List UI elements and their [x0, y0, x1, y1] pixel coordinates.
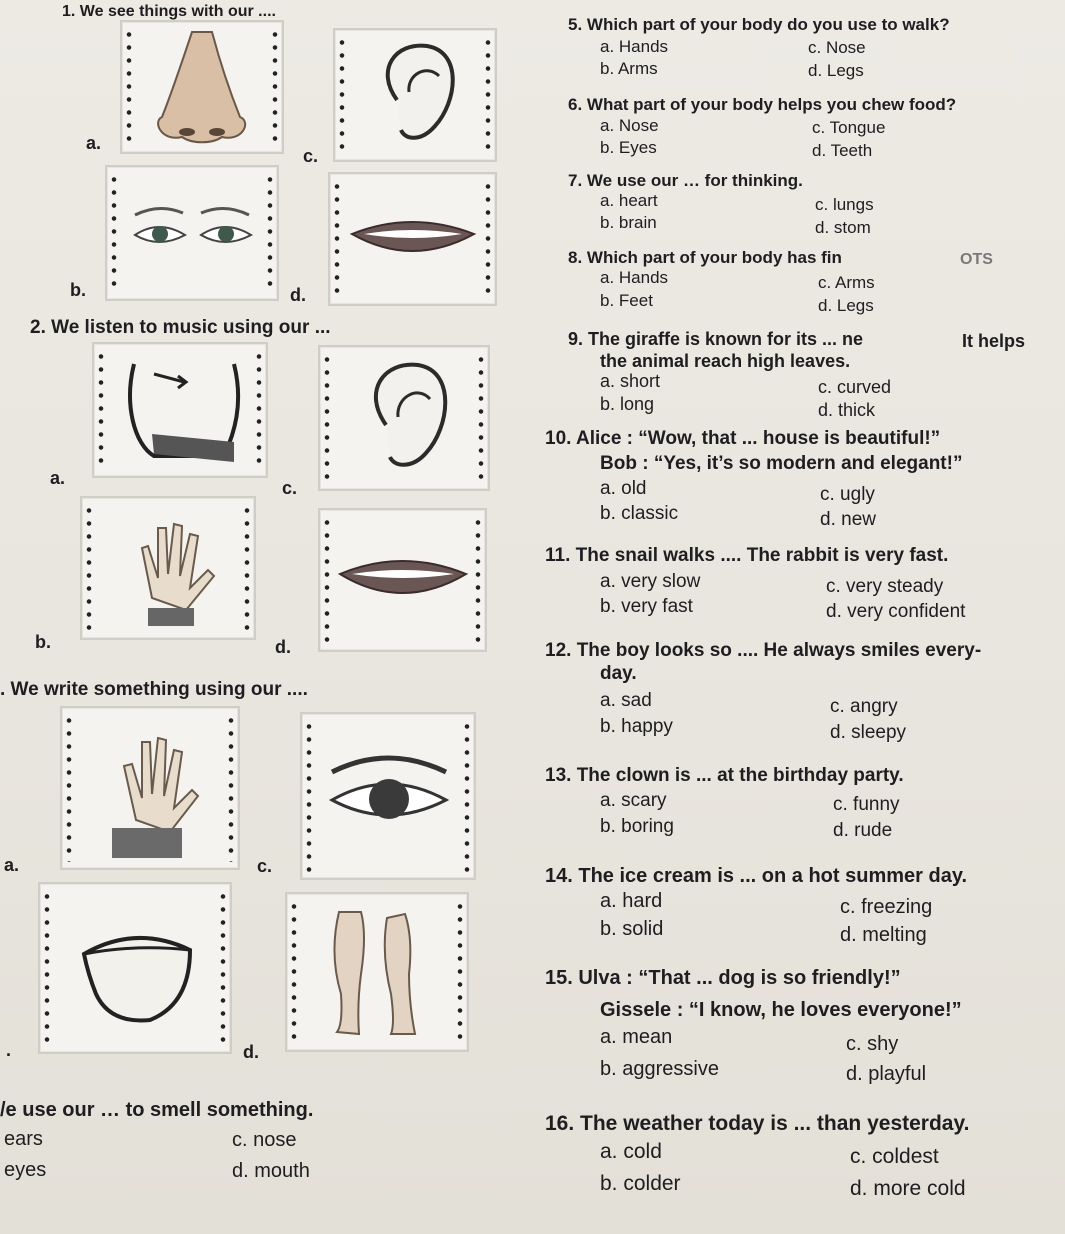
head-icon	[94, 344, 266, 476]
tongue-icon	[40, 884, 230, 1052]
q11-option-b[interactable]: b. very fast	[600, 596, 693, 617]
q14-option-d[interactable]: d. melting	[840, 924, 927, 946]
q8-option-a[interactable]: a. Hands	[600, 268, 669, 287]
question-9-text-line2: the animal reach high leaves.	[600, 351, 851, 371]
question-2-text: 2. We listen to music using our ...	[30, 317, 331, 338]
question-13-text: 13. The clown is ... at the birthday party.	[545, 765, 904, 786]
q10-option-c[interactable]: c. ugly	[820, 484, 875, 505]
question-5-text: 5. Which part of your body do you use to walk?	[568, 15, 950, 34]
q9-option-a[interactable]: a. short	[600, 371, 661, 391]
question-1-text: 1. We see things with our ....	[62, 3, 276, 20]
question-9-fragment: It helps	[962, 331, 1026, 351]
q13-option-c[interactable]: c. funny	[833, 794, 900, 815]
q7-option-c[interactable]: c. lungs	[815, 195, 874, 214]
q5-option-c[interactable]: c. Nose	[808, 38, 866, 57]
q5-option-a[interactable]: a. Hands	[600, 37, 669, 56]
q8-option-d[interactable]: d. Legs	[818, 296, 874, 315]
picture-card-head	[92, 342, 268, 478]
picture-card-nose	[120, 20, 284, 154]
q15-option-d[interactable]: d. playful	[846, 1063, 927, 1085]
question-9-text: 9. The giraffe is known for its ... ne	[568, 329, 864, 349]
eyes-icon	[107, 167, 277, 299]
question-10-text: 10. Alice : “Wow, that ... house is beautiful!”	[545, 428, 941, 449]
q11-option-d[interactable]: d. very confident	[826, 601, 966, 622]
ear-icon	[320, 347, 488, 489]
q16-option-b[interactable]: b. colder	[600, 1172, 681, 1195]
picture-card-tongue	[38, 882, 232, 1054]
option-label-2d: d.	[275, 637, 291, 657]
q8-option-c[interactable]: c. Arms	[818, 273, 875, 292]
picture-card-legs	[285, 892, 469, 1052]
eye-icon	[302, 714, 474, 878]
picture-card-eyes	[105, 165, 279, 301]
picture-card-hand	[80, 496, 256, 640]
picture-card-ear-2	[318, 345, 490, 491]
hand-icon	[62, 708, 238, 868]
q16-option-c[interactable]: c. coldest	[850, 1145, 939, 1168]
q15-option-c[interactable]: c. shy	[846, 1033, 899, 1055]
q13-option-a[interactable]: a. scary	[600, 790, 667, 811]
option-label-2a: a.	[50, 468, 66, 488]
option-label-3c: c.	[257, 856, 273, 876]
mouth-icon	[320, 510, 485, 650]
q13-option-d[interactable]: d. rude	[833, 820, 893, 841]
q13-option-b[interactable]: b. boring	[600, 816, 674, 837]
q12-option-a[interactable]: a. sad	[600, 690, 652, 711]
q12-option-b[interactable]: b. happy	[600, 716, 673, 737]
question-11-text: 11. The snail walks .... The rabbit is very fast.	[545, 545, 949, 566]
q7-option-a[interactable]: a. heart	[600, 191, 658, 210]
ear-icon	[335, 30, 495, 160]
picture-card-mouth-2	[318, 508, 487, 652]
question-12-text: 12. The boy looks so .... He always smiles every-	[545, 640, 982, 661]
picture-card-mouth	[328, 172, 497, 306]
question-16-text: 16. The weather today is ... than yesterday.	[545, 1112, 970, 1135]
q6-option-c[interactable]: c. Tongue	[812, 118, 886, 137]
question-14-text: 14. The ice cream is ... on a hot summer day.	[545, 865, 968, 887]
q15-option-b[interactable]: b. aggressive	[600, 1058, 719, 1080]
nose-icon	[122, 22, 282, 152]
q10-option-a[interactable]: a. old	[600, 478, 647, 499]
q7-option-b[interactable]: b. brain	[600, 213, 657, 232]
picture-card-ear	[333, 28, 497, 162]
q16-option-a[interactable]: a. cold	[600, 1140, 662, 1163]
q4-option-d[interactable]: d. mouth	[232, 1160, 310, 1182]
q14-option-c[interactable]: c. freezing	[840, 896, 933, 918]
q12-option-d[interactable]: d. sleepy	[830, 722, 907, 743]
option-label-1c: c.	[303, 146, 319, 166]
question-4-text: /e use our … to smell something.	[0, 1099, 314, 1121]
question-10-text-line2: Bob : “Yes, it’s so modern and elegant!”	[600, 453, 963, 474]
q9-option-d[interactable]: d. thick	[818, 400, 876, 420]
q9-option-c[interactable]: c. curved	[818, 377, 892, 397]
mouth-icon	[330, 174, 495, 304]
question-12-text-line2: day.	[600, 663, 637, 684]
question-15-text-line2: Gissele : “I know, he loves everyone!”	[600, 999, 962, 1021]
q6-option-d[interactable]: d. Teeth	[812, 141, 873, 160]
q4-option-b[interactable]: eyes	[4, 1159, 47, 1181]
hand-icon	[82, 498, 254, 638]
q10-option-d[interactable]: d. new	[820, 509, 876, 530]
option-label-2b: b.	[35, 632, 51, 652]
picture-card-eye	[300, 712, 476, 880]
q7-option-d[interactable]: d. stom	[815, 218, 871, 237]
question-8-fragment: OTS	[960, 251, 993, 268]
option-label-3d: d.	[243, 1042, 259, 1062]
q12-option-c[interactable]: c. angry	[830, 696, 898, 717]
q11-option-a[interactable]: a. very slow	[600, 571, 701, 592]
question-3-text: . We write something using our ....	[0, 679, 308, 700]
q16-option-d[interactable]: d. more cold	[850, 1177, 966, 1200]
q4-option-a[interactable]: ears	[4, 1128, 43, 1150]
question-8-text: 8. Which part of your body has fin	[568, 248, 842, 267]
q14-option-a[interactable]: a. hard	[600, 890, 663, 912]
q6-option-a[interactable]: a. Nose	[600, 116, 659, 135]
q15-option-a[interactable]: a. mean	[600, 1026, 673, 1048]
question-15-text: 15. Ulva : “That ... dog is so friendly!”	[545, 967, 901, 989]
q10-option-b[interactable]: b. classic	[600, 503, 679, 524]
q9-option-b[interactable]: b. long	[600, 394, 655, 414]
legs-icon	[287, 894, 467, 1050]
q14-option-b[interactable]: b. solid	[600, 918, 664, 940]
option-label-1b: b.	[70, 280, 86, 300]
option-label-1a: a.	[86, 133, 102, 153]
option-label-3b: .	[6, 1040, 12, 1060]
q6-option-b[interactable]: b. Eyes	[600, 138, 657, 157]
picture-card-hand-2	[60, 706, 240, 870]
question-6-text: 6. What part of your body helps you chew food?	[568, 95, 957, 114]
q4-option-c[interactable]: c. nose	[232, 1129, 297, 1151]
q5-option-b[interactable]: b. Arms	[600, 59, 658, 78]
question-7-text: 7. We use our … for thinking.	[568, 171, 803, 190]
option-label-1d: d.	[290, 285, 306, 305]
q5-option-d[interactable]: d. Legs	[808, 61, 864, 80]
q8-option-b[interactable]: b. Feet	[600, 291, 653, 310]
q11-option-c[interactable]: c. very steady	[826, 576, 944, 597]
option-label-2c: c.	[282, 478, 298, 498]
option-label-3a: a.	[4, 855, 20, 875]
